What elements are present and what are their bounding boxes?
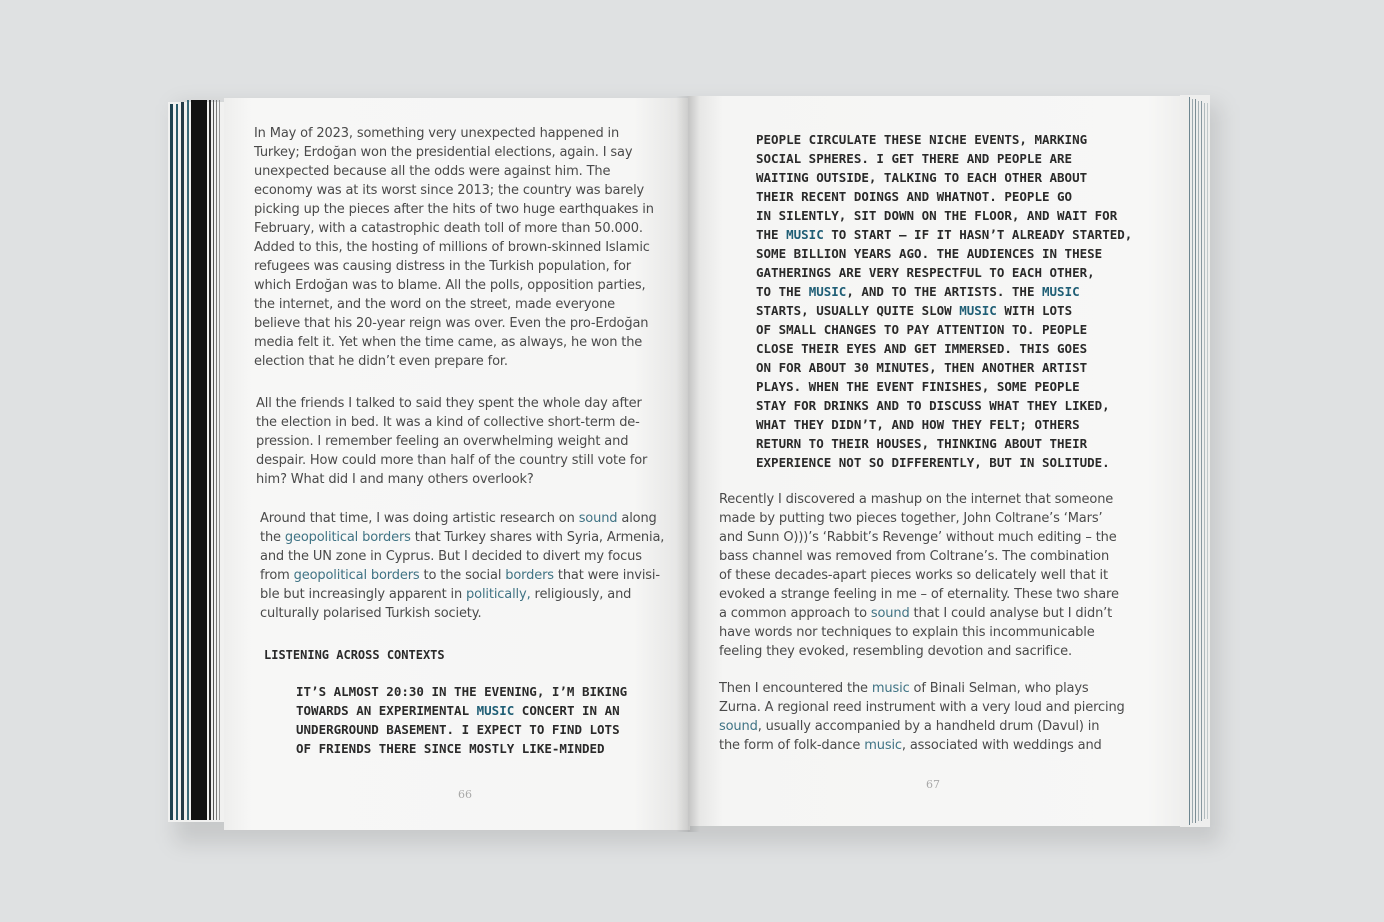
left-paragraph-3: Around that time, I was doing artistic research on sound along the geopolitical borders that Turkey shares with Syria, Armenia, and the UN zone in Cyprus. But I decided to divert my focus from geopolitical borders to the social borders that were invisi- ble but increasingly apparent in politically, religiously, and culturally polarised Turkish society. <box>260 511 665 621</box>
page-number-left: 66 <box>458 788 472 801</box>
highlight-music: MUSIC <box>1042 284 1080 299</box>
highlight-sound: sound <box>719 719 758 734</box>
highlight-music: MUSIC <box>959 303 997 318</box>
highlight-music: music <box>871 681 910 696</box>
highlight-music: MUSIC <box>808 284 847 299</box>
left-paragraph-2: All the friends I talked to said they spent the whole day after the election in bed. It was a kind of collective short-term de- pression. I remember feeling an overwhelming weight and despair. How could more than half of the country still vote for him? What did I and many others overlook? <box>256 396 648 487</box>
right-paragraph-2: Then I encountered the music of Binali Selman, who plays Zurna. A regional reed instrument with a very loud and piercing sound, usually accompanied by a handheld drum (Davul) in the form of folk-dance music, associated with weddings and <box>719 681 1125 753</box>
left-page-edges <box>168 100 228 822</box>
left-page <box>224 98 690 830</box>
left-paragraph-1: In May of 2023, something very unexpected happened in Turkey; Erdoğan won the presidential elections, again. I say unexpected because all the odds were against him. The economy was at its worst since 2013; the country was barely picking up the pieces after the hits of two huge earthquakes in February, with a catastrophic death toll of more than 50.000. Added to this, the hosting of millions of brown-skinned Islamic refugees was causing distress in the Turkish population, for which Erdoğan was to blame. All the polls, opposition parties, the internet, and the word on the street, made everyone believe that his 20-year reign was over. Even the pro-Erdoğan media felt it. Yet when the time came, as always, he won the election that he didn’t even prepare for. <box>254 126 654 369</box>
highlight-music: MUSIC <box>786 227 824 242</box>
right-page <box>688 96 1188 826</box>
highlight-sound: sound <box>578 511 618 526</box>
right-paragraph-1: Recently I discovered a mashup on the internet that someone made by putting two pieces together, John Coltrane’s ‘Mars’ and Sunn O)))’s ‘Rabbit’s Revenge’ without much editing – the bass channel was removed from Coltrane’s. The combination of these decades-apart pieces works so delicately well that it evoked a strange feeling in me – of eternality. These two share a common approach to sound that I could analyse but I didn’t have words nor techniques to explain this incommunicable feeling they evoked, resembling devotion and sacrifice. <box>719 492 1119 659</box>
left-quote-block: IT’S ALMOST 20:30 IN THE EVENING, I’M BIKING TOWARDS AN EXPERIMENTAL MUSIC CONCERT IN AN UNDERGROUND BASEMENT. I EXPECT TO FIND LOTS OF FRIENDS THERE SINCE MOSTLY LIKE-MINDED <box>296 684 628 756</box>
highlight-geopolitical-borders: geopolitical borders <box>284 530 411 545</box>
book-gutter <box>676 96 700 832</box>
section-heading: LISTENING ACROSS CONTEXTS <box>264 648 445 662</box>
highlight-music: music <box>864 738 902 753</box>
highlight-geopolitical-borders: geopolitical borders <box>293 568 420 583</box>
right-quote-block: PEOPLE CIRCULATE THESE NICHE EVENTS, MARKING SOCIAL SPHERES. I GET THERE AND PEOPLE ARE WAITING OUTSIDE, TALKING TO EACH OTHER ABOUT THEIR RECENT DOINGS AND WHATNOT. PEOPLE GO IN SILENTLY, SIT DOWN ON THE FLOOR, AND WAIT FOR THE MUSIC TO START – IF IT HASN’T ALREADY STARTED, SOME BILLION YEARS AGO. THE AUDIENCES IN THESE GATHERINGS ARE VERY RESPECTFUL TO EACH OTHER, TO THE MUSIC, AND TO THE ARTISTS. THE MUSIC STARTS, USUALLY QUITE SLOW MUSIC WITH LOTS OF SMALL CHANGES TO PAY ATTENTION TO. PEOPLE CLOSE THEIR EYES AND GET IMMERSED. THIS GOES ON FOR ABOUT 30 MINUTES, THEN ANOTHER ARTIST PLAYS. WHEN THE EVENT FINISHES, SOME PEOPLE STAY FOR DRINKS AND TO DISCUSS WHAT THEY LIKED, WHAT THEY DIDN’T, AND HOW THEY FELT; OTHERS RETURN TO THEIR HOUSES, THINKING ABOUT THEIR EXPERIENCE NOT SO DIFFERENTLY, BUT IN SOLITUDE. <box>756 132 1133 470</box>
highlight-borders: borders <box>505 568 554 583</box>
highlight-politically: politically, <box>466 587 531 602</box>
highlight-music: MUSIC <box>476 703 515 718</box>
page-number-right: 67 <box>926 778 940 791</box>
highlight-sound: sound <box>870 606 910 621</box>
